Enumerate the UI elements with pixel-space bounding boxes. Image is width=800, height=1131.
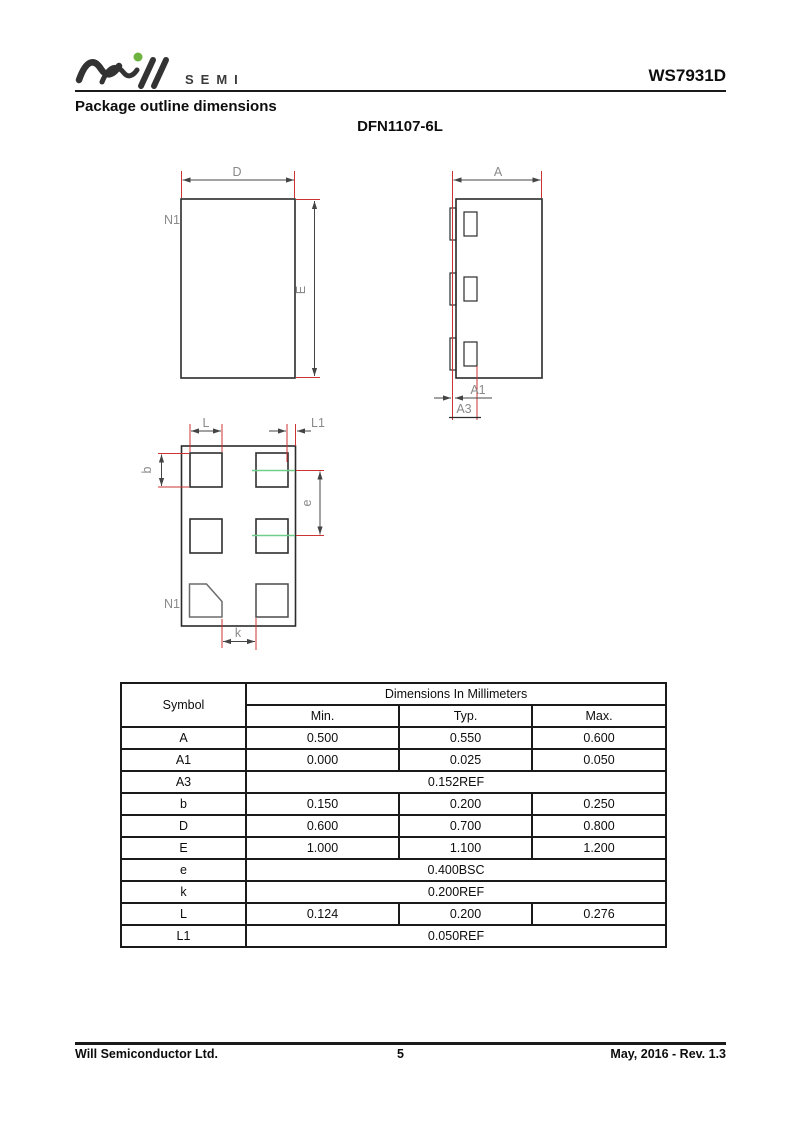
document-number: WS7931D (648, 66, 726, 85)
col-header-typ: Typ. (399, 705, 532, 727)
a1-dimension-label: A1 (470, 383, 486, 397)
bottom-view (140, 416, 325, 650)
cell-symbol: L1 (121, 925, 246, 947)
logo-wave-1 (79, 62, 119, 80)
logo-slash-2 (154, 60, 166, 86)
cell-span-value: 0.152REF (246, 771, 666, 793)
k-dimension-label: k (234, 626, 242, 640)
cell-typ: 0.200 (399, 793, 532, 815)
cell-typ: 1.100 (399, 837, 532, 859)
footer-revision: May, 2016 - Rev. 1.3 (610, 1047, 726, 1061)
col-header-max: Max. (532, 705, 666, 727)
table-row (121, 837, 666, 859)
cell-symbol: b (121, 793, 246, 815)
table-row (121, 903, 666, 925)
table-header-row-group (121, 683, 666, 705)
cell-span-value: 0.050REF (246, 925, 666, 947)
cell-span-value: 0.400BSC (246, 859, 666, 881)
top-view-pin1-label: N1 (164, 213, 180, 227)
cell-span-value: 0.200REF (246, 881, 666, 903)
col-header-min: Min. (246, 705, 399, 727)
cell-symbol: E (121, 837, 246, 859)
pitch-dimension-label: e (300, 499, 314, 507)
l1-dimension-label: L1 (311, 416, 325, 430)
bottom-view-pin1-label: N1 (164, 597, 180, 611)
cell-symbol: e (121, 859, 246, 881)
cell-symbol: L (121, 903, 246, 925)
package-outline-drawing (0, 140, 800, 680)
side-view-terminal-1 (464, 212, 477, 236)
col-header-group: Dimensions In Millimeters (246, 683, 666, 705)
side-view (434, 165, 542, 420)
page-title: Package outline dimensions (75, 98, 277, 115)
cell-min: 0.500 (246, 727, 399, 749)
col-header-symbol: Symbol (121, 683, 246, 727)
cell-max: 0.250 (532, 793, 666, 815)
cell-symbol: A (121, 727, 246, 749)
pad-middle-left (190, 519, 222, 553)
cell-typ: 0.700 (399, 815, 532, 837)
table-row (121, 925, 666, 947)
table-row (121, 859, 666, 881)
header-rule (75, 90, 726, 92)
footer-company: Will Semiconductor Ltd. (75, 1047, 218, 1061)
a-dimension-label: A (493, 165, 503, 179)
willsemi-logo (75, 46, 245, 90)
table-row (121, 881, 666, 903)
d-dimension-label: D (232, 165, 242, 179)
table-row (121, 815, 666, 837)
e-dimension-label: E (294, 285, 308, 295)
table-row (121, 727, 666, 749)
a3-dimension-label: A3 (456, 402, 472, 416)
cell-symbol: A1 (121, 749, 246, 771)
cell-min: 0.600 (246, 815, 399, 837)
cell-typ: 0.550 (399, 727, 532, 749)
cell-min: 0.150 (246, 793, 399, 815)
cell-max: 1.200 (532, 837, 666, 859)
cell-max: 0.276 (532, 903, 666, 925)
logo-green-dot (134, 53, 143, 62)
b-dimension-label: b (140, 466, 154, 474)
cell-typ: 0.025 (399, 749, 532, 771)
footer-rule (75, 1042, 726, 1045)
side-view-body (456, 199, 542, 378)
cell-min: 0.124 (246, 903, 399, 925)
pad-bottom-right (256, 584, 288, 617)
top-view (164, 165, 320, 378)
pad-top-left (190, 453, 222, 487)
cell-symbol: D (121, 815, 246, 837)
cell-min: 0.000 (246, 749, 399, 771)
table-row (121, 793, 666, 815)
footer-page-number: 5 (397, 1047, 404, 1061)
cell-symbol: k (121, 881, 246, 903)
pad-pin1-chamfered (190, 584, 223, 617)
table-row (121, 771, 666, 793)
l-dimension-label: L (202, 416, 210, 430)
will-wave-logo-icon (75, 46, 173, 90)
cell-min: 1.000 (246, 837, 399, 859)
cell-max: 0.600 (532, 727, 666, 749)
logo-semi-text: SEMI (185, 72, 245, 87)
cell-symbol: A3 (121, 771, 246, 793)
side-view-terminal-3 (464, 342, 477, 366)
package-name: DFN1107-6L (357, 118, 443, 135)
cell-max: 0.050 (532, 749, 666, 771)
table-row (121, 749, 666, 771)
top-view-body (181, 199, 295, 378)
logo-slash-1 (141, 60, 153, 86)
dimensions-table (120, 682, 667, 948)
cell-typ: 0.200 (399, 903, 532, 925)
cell-max: 0.800 (532, 815, 666, 837)
side-view-terminal-2 (464, 277, 477, 301)
logo-wave-2 (102, 67, 137, 82)
